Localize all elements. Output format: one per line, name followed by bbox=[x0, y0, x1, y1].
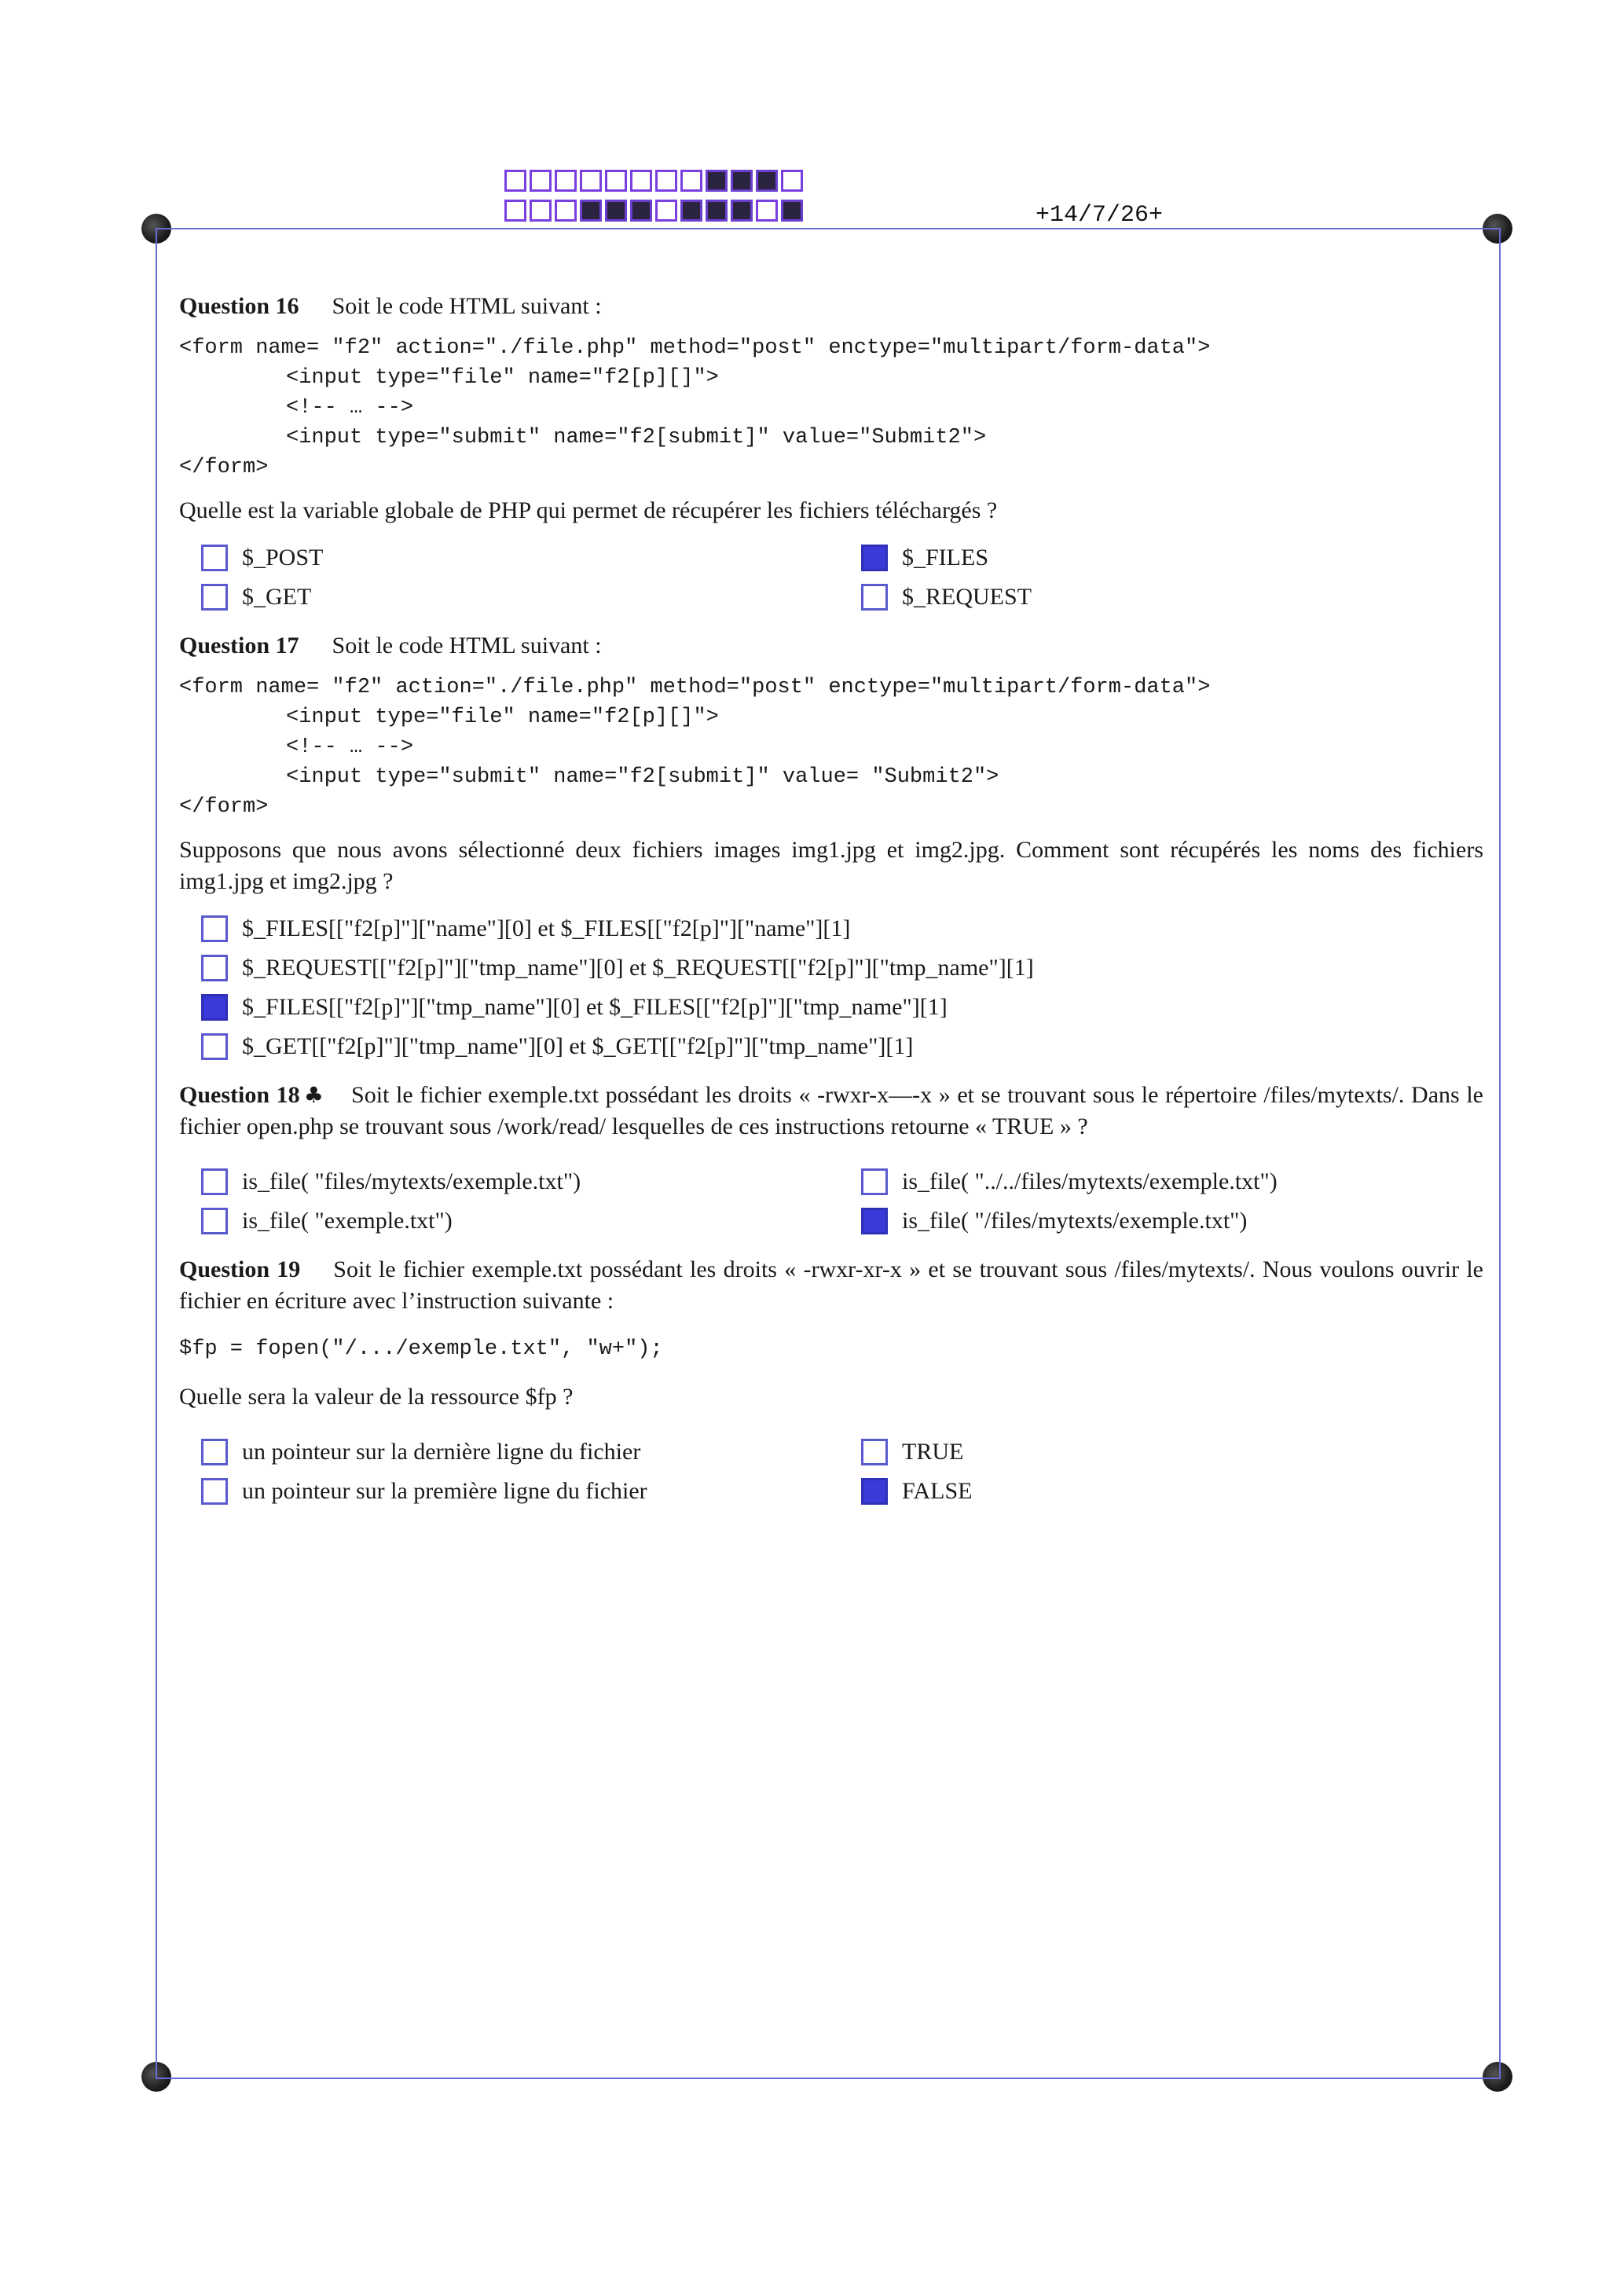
page-code-cell bbox=[504, 170, 526, 192]
answer-option[interactable] bbox=[201, 581, 861, 613]
code-line: <input type="submit" name="f2[submit]" value= "Submit2"> bbox=[286, 765, 999, 789]
answer-label: $_FILES[["f2[p]"]["tmp_name"][0] et $_FILES[["f2[p]"]["tmp_name"][1] bbox=[242, 994, 948, 1020]
answer-label: TRUE bbox=[902, 1439, 964, 1465]
code-line: </form> bbox=[179, 795, 269, 819]
answer-checkbox[interactable] bbox=[861, 1478, 888, 1505]
code-block bbox=[179, 333, 1483, 482]
question-label: Question 18 bbox=[179, 1082, 300, 1108]
answer-option[interactable] bbox=[201, 952, 1483, 984]
answer-checkbox[interactable] bbox=[861, 1439, 888, 1465]
page-code-cell bbox=[580, 200, 602, 222]
answer-option[interactable] bbox=[201, 1476, 861, 1507]
answer-option[interactable] bbox=[861, 542, 1505, 574]
answer-option[interactable] bbox=[201, 1436, 861, 1468]
answer-label: $_FILES bbox=[902, 545, 989, 570]
answer-list bbox=[179, 1166, 1483, 1237]
code-line: $fp = fopen("/.../exemple.txt", "w+"); bbox=[179, 1337, 663, 1361]
question-17 bbox=[179, 630, 1483, 1062]
page-code-cell bbox=[630, 170, 652, 192]
page-code-cell bbox=[555, 200, 577, 222]
answer-checkbox[interactable] bbox=[201, 584, 228, 611]
answer-list bbox=[179, 913, 1483, 1062]
code-line: </form> bbox=[179, 456, 269, 479]
question-label: Question 19 bbox=[179, 1256, 301, 1282]
answer-label: un pointeur sur la dernière ligne du fichier bbox=[242, 1439, 641, 1465]
question-intro: Soit le fichier exemple.txt possédant les droits « -rwxr-x—-x » et se trouvant sous le répertoire /files/mytexts/. Dans le fichier open.php se trouvant sous /work/read/ lesquelles de ces instructions retourne « TRUE » ? bbox=[179, 1082, 1483, 1139]
question-prompt: Quelle sera la valeur de la ressource $fp ? bbox=[179, 1384, 574, 1410]
answer-label: FALSE bbox=[902, 1478, 973, 1504]
page-code-cell bbox=[781, 200, 803, 222]
answer-checkbox[interactable] bbox=[201, 915, 228, 942]
answer-label: $_REQUEST bbox=[902, 584, 1032, 610]
question-prompt: Quelle est la variable globale de PHP qui permet de récupérer les fichiers téléchargés ? bbox=[179, 497, 998, 523]
code-block bbox=[179, 673, 1483, 822]
page-code-cell bbox=[706, 200, 728, 222]
answer-option[interactable] bbox=[861, 1205, 1505, 1237]
answer-option[interactable] bbox=[201, 992, 1483, 1023]
answer-checkbox[interactable] bbox=[201, 1478, 228, 1505]
answer-checkbox[interactable] bbox=[861, 584, 888, 611]
page-code-cell bbox=[605, 200, 627, 222]
page-code-cell bbox=[680, 200, 702, 222]
page-code-cell bbox=[781, 170, 803, 192]
answer-option[interactable] bbox=[201, 1166, 861, 1198]
answer-checkbox[interactable] bbox=[201, 1208, 228, 1234]
answer-label: is_file( "exemple.txt") bbox=[242, 1208, 453, 1234]
answer-checkbox[interactable] bbox=[201, 1439, 228, 1465]
answer-checkbox[interactable] bbox=[201, 1033, 228, 1060]
page-code-cell bbox=[555, 170, 577, 192]
club-icon: ♣ bbox=[302, 1082, 325, 1108]
answer-checkbox[interactable] bbox=[201, 955, 228, 981]
answer-label: $_GET[["f2[p]"]["tmp_name"][0] et $_GET[["f2[p]"]["tmp_name"][1] bbox=[242, 1033, 914, 1059]
code-line: <input type="submit" name="f2[submit]" value="Submit2"> bbox=[286, 426, 987, 449]
question-label: Question 17 bbox=[179, 633, 299, 658]
answer-option[interactable] bbox=[201, 542, 861, 574]
answer-checkbox[interactable] bbox=[201, 1168, 228, 1195]
page-code-cell bbox=[630, 200, 652, 222]
answer-label: is_file( "../../files/mytexts/exemple.txt") bbox=[902, 1168, 1278, 1194]
page-code-cell bbox=[530, 200, 552, 222]
question-label: Question 16 bbox=[179, 293, 299, 319]
answer-checkbox[interactable] bbox=[861, 1168, 888, 1195]
question-prompt: Supposons que nous avons sélectionné deux fichiers images img1.jpg et img2.jpg. Comment sont récupérés les noms des fichiers img1.jpg et img2.jpg ? bbox=[179, 837, 1483, 894]
answer-checkbox[interactable] bbox=[861, 545, 888, 571]
page-code-cell bbox=[655, 170, 677, 192]
page-code-cell bbox=[680, 170, 702, 192]
answer-option[interactable] bbox=[861, 1436, 1505, 1468]
page-code-cell bbox=[731, 200, 753, 222]
question-19 bbox=[179, 1254, 1483, 1507]
question-intro: Soit le code HTML suivant : bbox=[332, 293, 602, 319]
question-intro: Soit le code HTML suivant : bbox=[332, 633, 602, 658]
answer-label: is_file( "/files/mytexts/exemple.txt") bbox=[902, 1208, 1248, 1234]
page-code-row-1 bbox=[504, 170, 803, 192]
question-content bbox=[179, 291, 1483, 1524]
page-code-cell bbox=[756, 200, 778, 222]
question-16 bbox=[179, 291, 1483, 613]
answer-option[interactable] bbox=[861, 1476, 1505, 1507]
answer-label: $_REQUEST[["f2[p]"]["tmp_name"][0] et $_REQUEST[["f2[p]"]["tmp_name"][1] bbox=[242, 955, 1034, 981]
page-code-cell bbox=[756, 170, 778, 192]
page-code-cell bbox=[706, 170, 728, 192]
answer-option[interactable] bbox=[201, 913, 1483, 944]
code-line: <!-- … --> bbox=[286, 396, 414, 420]
page-code-cell bbox=[580, 170, 602, 192]
page-code-cell bbox=[504, 200, 526, 222]
code-line: <!-- … --> bbox=[286, 735, 414, 759]
page-code-cell bbox=[731, 170, 753, 192]
answer-label: $_FILES[["f2[p]"]["name"][0] et $_FILES[["f2[p]"]["name"][1] bbox=[242, 915, 851, 941]
page-code-cell bbox=[605, 170, 627, 192]
code-line: <form name= "f2" action="./file.php" method="post" enctype="multipart/form-data"> bbox=[179, 676, 1211, 699]
page-id: +14/7/26+ bbox=[1036, 202, 1164, 229]
answer-list bbox=[179, 1436, 1483, 1507]
answer-checkbox[interactable] bbox=[861, 1208, 888, 1234]
answer-label: $_GET bbox=[242, 584, 312, 610]
code-line: <form name= "f2" action="./file.php" method="post" enctype="multipart/form-data"> bbox=[179, 336, 1211, 360]
answer-label: $_POST bbox=[242, 545, 324, 570]
code-line: <input type="file" name="f2[p][]"> bbox=[286, 366, 719, 390]
answer-checkbox[interactable] bbox=[201, 994, 228, 1021]
page-code-cell bbox=[530, 170, 552, 192]
answer-option[interactable] bbox=[201, 1205, 861, 1237]
page-code-row-2 bbox=[504, 200, 803, 222]
question-intro: Soit le fichier exemple.txt possédant les droits « -rwxr-xr-x » et se trouvant sous /files/mytexts/. Nous voulons ouvrir le fichier en écriture avec l’instruction suivante : bbox=[179, 1256, 1483, 1314]
answer-label: is_file( "files/mytexts/exemple.txt") bbox=[242, 1168, 581, 1194]
answer-checkbox[interactable] bbox=[201, 545, 228, 571]
answer-option[interactable] bbox=[861, 1166, 1505, 1198]
answer-option[interactable] bbox=[201, 1031, 1483, 1062]
page-code-cell bbox=[655, 200, 677, 222]
question-18 bbox=[179, 1080, 1483, 1237]
answer-label: un pointeur sur la première ligne du fichier bbox=[242, 1478, 647, 1504]
code-line: <input type="file" name="f2[p][]"> bbox=[286, 706, 719, 729]
answer-list bbox=[179, 542, 1483, 613]
answer-option[interactable] bbox=[861, 581, 1505, 613]
